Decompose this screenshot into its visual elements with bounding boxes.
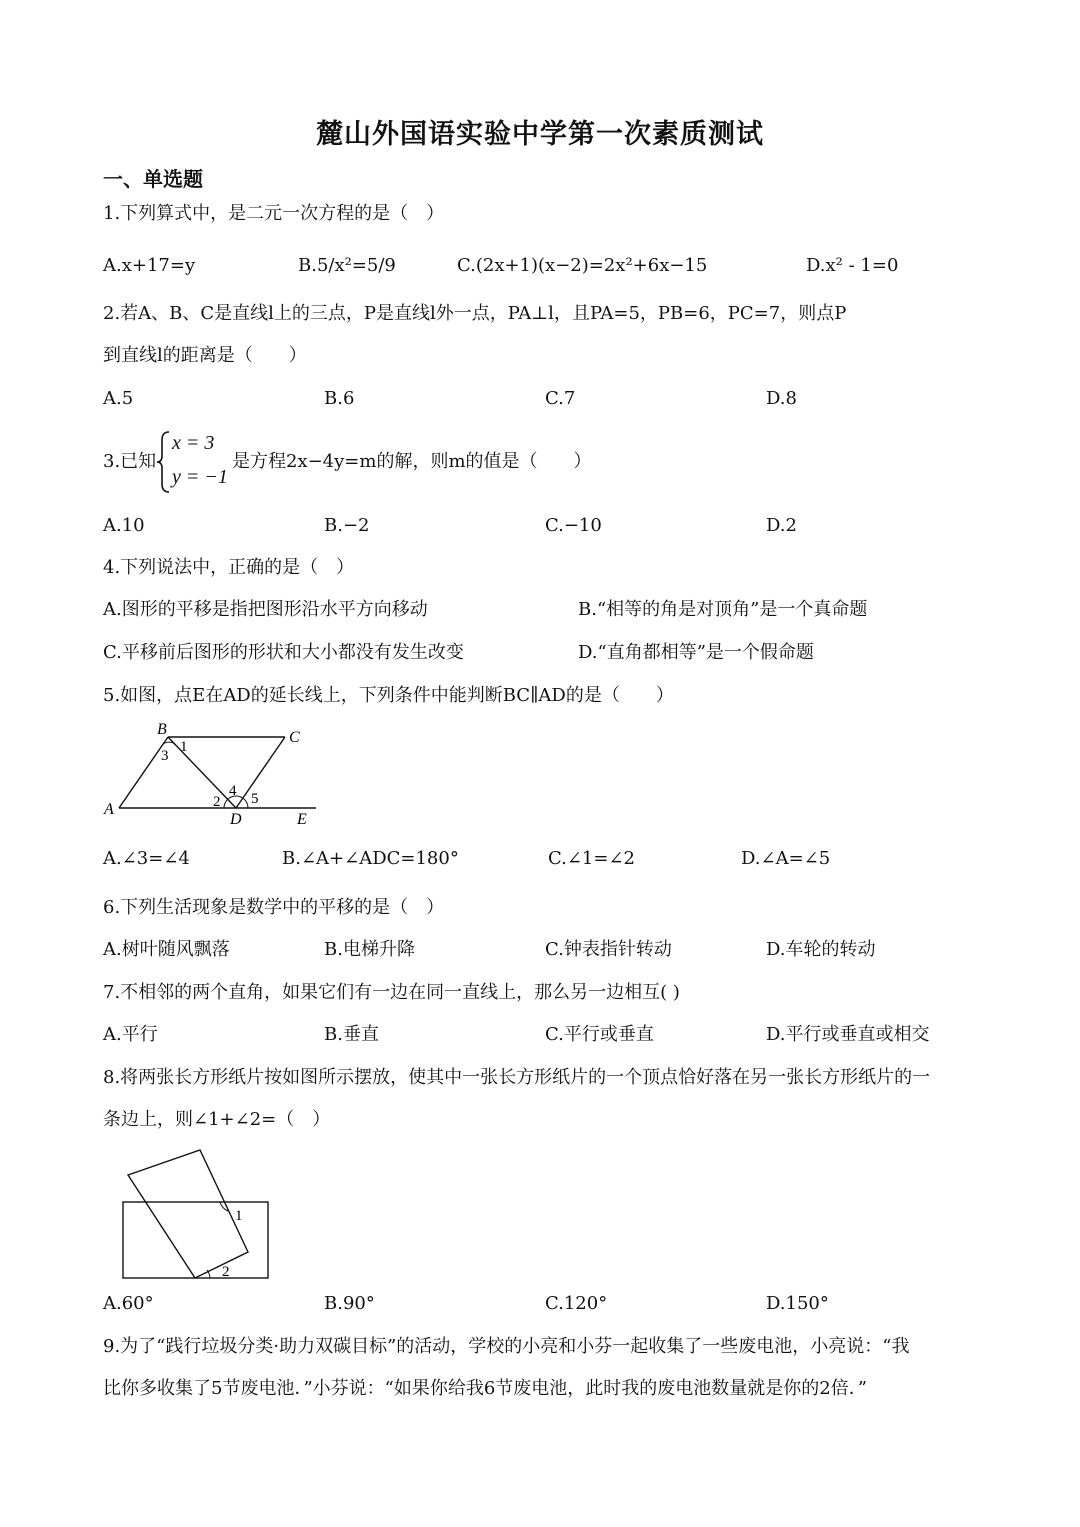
question-2-stem-line2: 到直线l的距离是（ ） bbox=[103, 345, 307, 366]
page-title: 麓山外国语实验中学第一次素质测试 bbox=[316, 119, 764, 150]
label-angle-3: 3 bbox=[161, 748, 169, 764]
segment-bd bbox=[168, 737, 236, 808]
question-2-option-b: B.6 bbox=[324, 388, 355, 409]
question-3-option-c: C.−10 bbox=[545, 515, 602, 536]
question-9-stem-line1: 9.为了“践行垃圾分类·助力双碳目标”的活动，学校的小亮和小芬一起收集了一些废电池，小亮说：“我 bbox=[103, 1336, 910, 1357]
segment-cd bbox=[236, 737, 285, 808]
label-d: D bbox=[230, 811, 242, 828]
question-6-option-a: A.树叶随风飘落 bbox=[103, 939, 230, 960]
question-1-option-d: D.x² - 1=0 bbox=[806, 255, 899, 276]
question-3-suffix: 是方程2x−4y=m的解，则m的值是（ ） bbox=[232, 451, 592, 472]
question-4-option-b: B.“相等的角是对顶角”是一个真命题 bbox=[578, 599, 868, 620]
question-7-option-c: C.平行或垂直 bbox=[545, 1024, 654, 1045]
question-3-option-b: B.−2 bbox=[324, 515, 370, 536]
question-7-option-b: B.垂直 bbox=[324, 1024, 379, 1045]
question-3-option-d: D.2 bbox=[766, 515, 797, 536]
label-angle-2: 2 bbox=[222, 1264, 230, 1280]
question-8-stem-line2: 条边上，则∠1+∠2=（ ） bbox=[103, 1109, 331, 1130]
question-6-option-d: D.车轮的转动 bbox=[766, 939, 876, 960]
fixed-rectangle bbox=[123, 1202, 268, 1278]
question-1-option-c: C.(2x+1)(x−2)=2x²+6x−15 bbox=[457, 255, 708, 276]
question-8-figure bbox=[115, 1145, 275, 1285]
section-heading: 一、单选题 bbox=[103, 167, 203, 191]
label-a: A bbox=[104, 801, 114, 818]
question-7-stem: 7.不相邻的两个直角，如果它们有一边在同一直线上，那么另一边相互( ) bbox=[103, 982, 680, 1003]
question-8-option-d: D.150° bbox=[766, 1293, 829, 1314]
system-equation-1: x = 3 bbox=[172, 432, 215, 454]
question-8-option-a: A.60° bbox=[103, 1293, 154, 1314]
question-2-option-c: C.7 bbox=[545, 388, 576, 409]
question-3-prefix: 3.已知 bbox=[103, 451, 157, 472]
label-e: E bbox=[297, 811, 307, 828]
system-brace bbox=[155, 430, 171, 494]
question-1-option-a: A.x+17=y bbox=[103, 255, 196, 276]
question-2-option-d: D.8 bbox=[766, 388, 797, 409]
question-2-option-a: A.5 bbox=[103, 388, 134, 409]
question-4-option-c: C.平移前后图形的形状和大小都没有发生改变 bbox=[103, 642, 464, 663]
question-4-option-d: D.“直角都相等”是一个假命题 bbox=[578, 642, 814, 663]
label-angle-1: 1 bbox=[180, 739, 188, 755]
question-6-option-c: C.钟表指针转动 bbox=[545, 939, 672, 960]
question-1-option-b: B.5/x²=5/9 bbox=[298, 255, 396, 276]
question-2-stem-line1: 2.若A、B、C是直线l上的三点，P是直线l外一点，PA⊥l，且PA=5，PB=6，PC=7，则点P bbox=[103, 303, 847, 324]
question-9-stem-line2: 比你多收集了5节废电池．”小芬说：“如果你给我6节废电池，此时我的废电池数量就是你的2倍．” bbox=[103, 1378, 867, 1399]
label-angle-1: 1 bbox=[235, 1208, 243, 1224]
question-3-option-a: A.10 bbox=[103, 515, 145, 536]
label-angle-5: 5 bbox=[251, 791, 259, 807]
question-8-stem-line1: 8.将两张长方形纸片按如图所示摆放，使其中一张长方形纸片的一个顶点恰好落在另一张长方形纸片的一 bbox=[103, 1067, 931, 1088]
question-5-figure bbox=[100, 715, 330, 830]
label-angle-2: 2 bbox=[213, 794, 221, 810]
question-5-option-c: C.∠1=∠2 bbox=[548, 848, 636, 869]
question-6-option-b: B.电梯升降 bbox=[324, 939, 415, 960]
label-b: B bbox=[157, 721, 167, 738]
question-5-option-d: D.∠A=∠5 bbox=[741, 848, 831, 869]
question-7-option-a: A.平行 bbox=[103, 1024, 158, 1045]
system-equation-2: y = −1 bbox=[172, 466, 228, 488]
rotated-rectangle bbox=[128, 1150, 248, 1278]
question-7-option-d: D.平行或垂直或相交 bbox=[766, 1024, 930, 1045]
question-8-option-b: B.90° bbox=[324, 1293, 375, 1314]
question-5-option-a: A.∠3=∠4 bbox=[103, 848, 190, 869]
question-6-stem: 6.下列生活现象是数学中的平移的是（ ） bbox=[103, 897, 445, 918]
question-1-stem: 1.下列算式中，是二元一次方程的是（ ） bbox=[103, 203, 445, 224]
question-5-option-b: B.∠A+∠ADC=180° bbox=[282, 848, 459, 869]
question-8-option-c: C.120° bbox=[545, 1293, 608, 1314]
question-4-option-a: A.图形的平移是指把图形沿水平方向移动 bbox=[103, 599, 428, 620]
label-c: C bbox=[289, 729, 300, 746]
question-4-stem: 4.下列说法中，正确的是（ ） bbox=[103, 557, 355, 578]
label-angle-4: 4 bbox=[229, 783, 237, 799]
question-5-stem: 5.如图，点E在AD的延长线上，下列条件中能判断BC∥AD的是（ ） bbox=[103, 685, 674, 706]
